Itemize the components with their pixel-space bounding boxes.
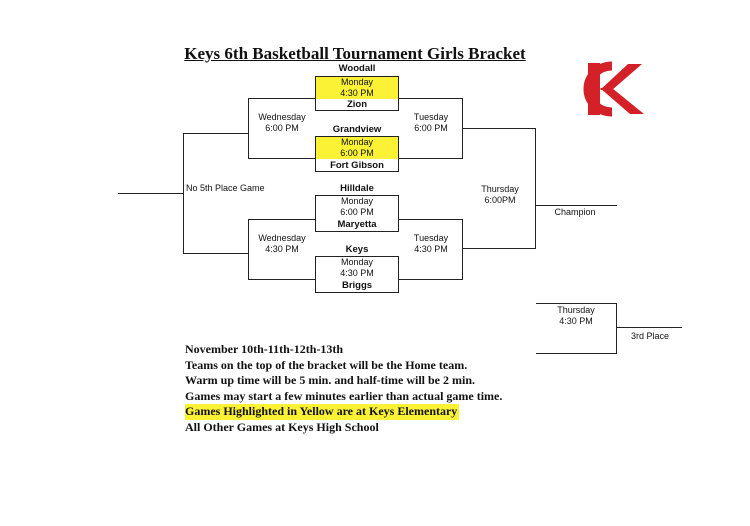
third-game-time: 4:30 PM: [559, 316, 593, 326]
tue-bottom-label: [400, 233, 462, 255]
game3-slot: [315, 196, 399, 218]
tue-top-label: [400, 112, 462, 134]
champion-label: Champion: [554, 207, 596, 217]
third-game-label: [540, 305, 612, 327]
note-start-early: Games may start a few minutes earlier than actual game time.: [185, 388, 503, 403]
tue-top-day: Tuesday: [413, 112, 449, 122]
game1-day: Monday: [340, 77, 374, 87]
team-briggs: Briggs: [341, 280, 373, 291]
tue-bottom-time: 4:30 PM: [414, 244, 448, 254]
team-zion: Zion: [346, 99, 368, 110]
game2-slot: [315, 137, 399, 159]
kc-logo: [572, 60, 648, 118]
note-home-team: Teams on the top of the bracket will be the Home team.: [185, 357, 468, 372]
game4-slot: [315, 257, 399, 279]
game4-day: Monday: [340, 257, 374, 267]
wed-bottom-label: [252, 233, 312, 255]
tue-top-time: 6:00 PM: [414, 123, 448, 133]
final-label: [470, 184, 530, 206]
final-time: 6:00PM: [484, 195, 516, 205]
note-dates: November 10th-11th-12th-13th: [185, 342, 344, 356]
wed-top-time: 6:00 PM: [265, 123, 299, 133]
third-place-label: 3rd Place: [630, 331, 670, 341]
game3-day: Monday: [340, 196, 374, 206]
team-hilldale: Hilldale: [340, 183, 374, 194]
wed-bottom-time: 4:30 PM: [265, 244, 299, 254]
game1-slot: [315, 77, 399, 99]
final-day: Thursday: [481, 184, 519, 194]
team-fort-gibson: Fort Gibson: [330, 160, 384, 171]
wed-bottom-day: Wednesday: [258, 233, 306, 243]
game1-time: 4:30 PM: [340, 88, 374, 98]
third-game-day: Thursday: [557, 305, 595, 315]
game4-time: 4:30 PM: [340, 268, 374, 278]
tue-bottom-day: Tuesday: [413, 233, 449, 243]
note-highlight: Games Highlighted in Yellow are at Keys Elementary: [185, 404, 458, 418]
no-5th-label: No 5th Place Game: [186, 183, 265, 193]
wed-top-label: [252, 112, 312, 134]
page-title: Keys 6th Basketball Tournament Girls Bracket: [184, 44, 526, 63]
game3-time: 6:00 PM: [340, 207, 374, 217]
team-maryetta: Maryetta: [337, 219, 377, 230]
note-warmup: Warm up time will be 5 min. and half-time will be 2 min.: [185, 373, 476, 387]
team-keys: Keys: [345, 244, 369, 255]
team-grandview: Grandview: [332, 124, 382, 135]
note-other-games: All Other Games at Keys High School: [185, 419, 379, 434]
notes-block: [185, 342, 502, 435]
wed-top-day: Wednesday: [258, 112, 306, 122]
game2-day: Monday: [340, 137, 374, 147]
team-woodall: Woodall: [338, 63, 376, 74]
game2-time: 6:00 PM: [340, 148, 374, 158]
